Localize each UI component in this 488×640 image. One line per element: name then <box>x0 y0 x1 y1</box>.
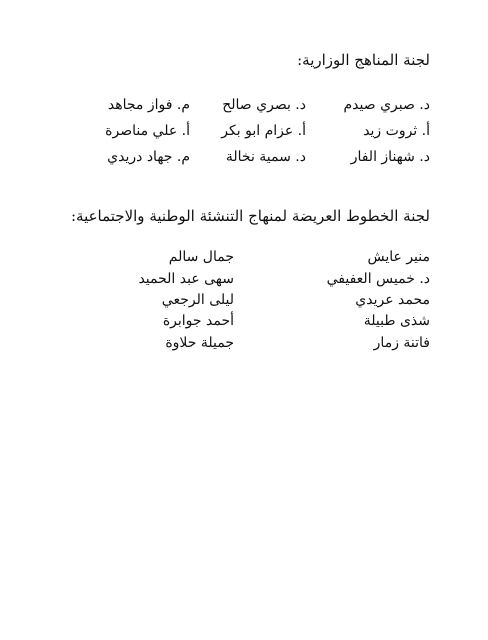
committee2-member: سهى عبد الحميد <box>138 271 234 287</box>
committee1-member: د. بصري صالح <box>222 97 306 113</box>
committee2-member: شذى طبيلة <box>363 313 430 329</box>
committee2-member: ليلى الرجعي <box>161 292 234 308</box>
committee1-member: أ. علي مناصرة <box>105 123 190 139</box>
committee1-member: د. صبري صيدم <box>343 97 430 113</box>
committee2-member: فاتنة زمار <box>373 335 430 351</box>
committee2-member: أحمد جوابرة <box>162 313 234 329</box>
committee1-member: د. شهناز الفار <box>350 149 430 165</box>
committee1-member: م. فواز مجاهد <box>107 97 190 113</box>
committee1-title: لجنة المناهج الوزارية: <box>297 51 430 69</box>
committee2-member: د. خميس العفيفي <box>326 271 430 287</box>
committee2-member: محمد عريدي <box>355 292 430 308</box>
committee1-member: أ. ثروت زيد <box>363 123 430 139</box>
committee2-member: جميلة حلاوة <box>165 335 234 351</box>
committee1-member: د. سمية نخالة <box>225 149 306 165</box>
committee1-member: أ. عزام ابو بكر <box>221 123 306 139</box>
committee1-member: م. جهاد دريدي <box>107 149 190 165</box>
committee2-title: لجنة الخطوط العريضة لمنهاج التنشئة الوطنية والاجتماعية: <box>70 207 430 225</box>
committee2-member: منير عايش <box>367 249 430 265</box>
committee2-member: جمال سالم <box>168 249 234 265</box>
